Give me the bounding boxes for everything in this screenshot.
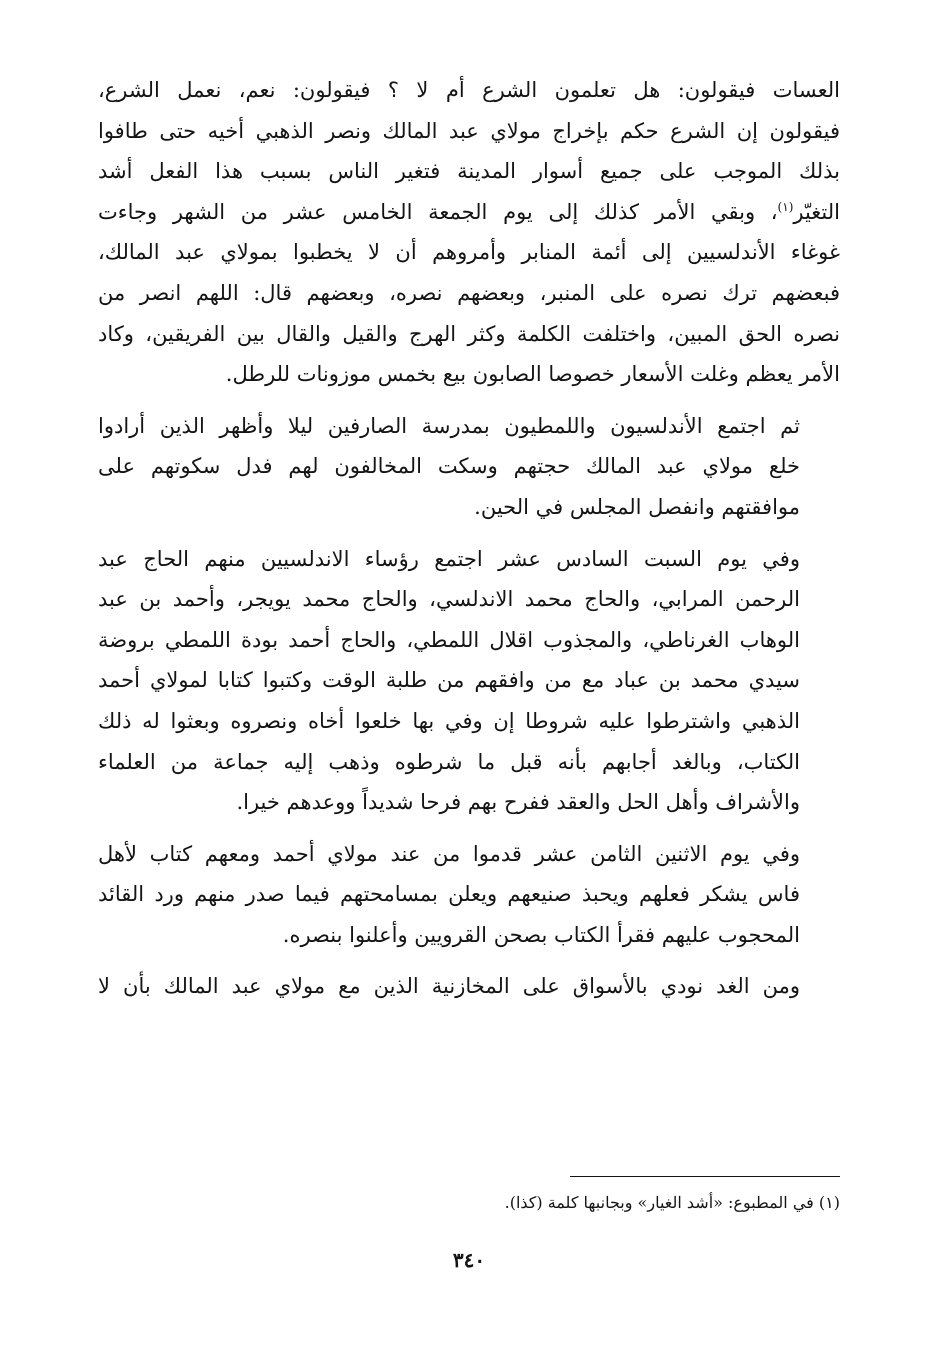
text-line: سيدي محمد بن عباد مع من وافقهم من طلبة الوقت وكتبوا كتابا لمولاي أحمد — [98, 668, 800, 693]
text-line: ومن الغد نودي بالأسواق على المخازنية الذين مع مولاي عبد المالك بأن لا — [98, 974, 800, 999]
text-line: المحجوب عليهم فقرأ الكتاب بصحن القرويين وأعلنوا بنصره. — [282, 922, 800, 947]
text-line: الأمر يعظم وغلت الأسعار خصوصا الصابون بيع بخمس موزونات للرطل. — [225, 362, 840, 387]
text-line: فيقولون إن الشرع حكم بإخراج مولاي عبد المالك ونصر الذهبي أخيه حتى طافوا — [98, 118, 840, 143]
text-line: ثم اجتمع الأندلسيون واللمطيون بمدرسة الصارفين ليلا وأظهر الذين أرادوا — [98, 413, 800, 438]
paragraph-1 — [98, 70, 840, 395]
text-line: وفي يوم الاثنين الثامن عشر قدموا من عند مولاي أحمد ومعهم كتاب لأهل — [98, 841, 800, 866]
text-line-start: التغيّر — [793, 199, 840, 224]
text-line: العسات فيقولون: هل تعلمون الشرع أم لا ؟ فيقولون: نعم، نعمل الشرع، — [98, 78, 840, 102]
text-line: الوهاب الغرناطي، والمجذوب اقلال اللمطي، والحاج أحمد بودة اللمطي بروضة — [98, 627, 800, 652]
paragraph-3 — [98, 539, 840, 823]
footnote-divider — [570, 1176, 840, 1177]
text-line: الرحمن المرابي، والحاج محمد الاندلسي، والحاج محمد يويجر، وأحمد بن عبد — [98, 587, 800, 612]
page-number: ٣٤٠ — [452, 1248, 486, 1272]
footnote: (١) في المطبوع: «أشد الغيار» وبجانبها كلمة (كذا). — [504, 1193, 840, 1212]
paragraph-5 — [98, 966, 840, 1007]
body-text — [98, 70, 840, 1018]
text-line: الذهبي واشترطوا عليه شروطا إن وفي بها خلعوا أخاه ونصروه وبعثوا له ذلك — [98, 708, 800, 733]
text-line: موافقتهم وانفصل المجلس في الحين. — [474, 494, 800, 519]
text-line: غوغاء الأندلسيين إلى أئمة المنابر وأمروهم أن لا يخطبوا بمولاي عبد المالك، — [98, 240, 840, 265]
text-line: نصره الحق المبين، واختلفت الكلمة وكثر الهرج والقيل والقال بين الفريقين، وكاد — [98, 321, 840, 346]
text-line-with-note — [98, 192, 840, 233]
text-line: الكتاب، وبالغد أجابهم بأنه قبل ما شرطوه وذهب إليه جماعة من العلماء — [98, 749, 800, 774]
text-line-rest: ، وبقي الأمر كذلك إلى يوم الجمعة الخامس عشر من الشهر وجاءت — [98, 199, 778, 224]
text-line: والأشراف وأهل الحل والعقد ففرح بهم فرحا شديداً ووعدهم خيرا. — [236, 790, 800, 815]
text-line: وفي يوم السبت السادس عشر اجتمع رؤساء الاندلسيين منهم الحاج عبد — [98, 546, 800, 571]
footnote-ref-marker[interactable]: (١) — [777, 199, 794, 214]
paragraph-4 — [98, 834, 840, 956]
text-line: بذلك الموجب على جميع أسوار المدينة فتغير الناس بسبب هذا الفعل أشد — [98, 159, 840, 184]
text-line: خلع مولاي عبد المالك حجتهم وسكت المخالفون لهم فدل سكوتهم على — [98, 454, 800, 479]
text-line: فاس يشكر فعلهم ويحبذ صنيعهم ويعلن بمسامحتهم فيما صدر منهم ورد القائد — [98, 882, 800, 907]
paragraph-2 — [98, 406, 840, 528]
text-line: فبعضهم ترك نصره على المنبر، وبعضهم نصره، وبعضهم قال: اللهم انصر من — [98, 280, 840, 305]
